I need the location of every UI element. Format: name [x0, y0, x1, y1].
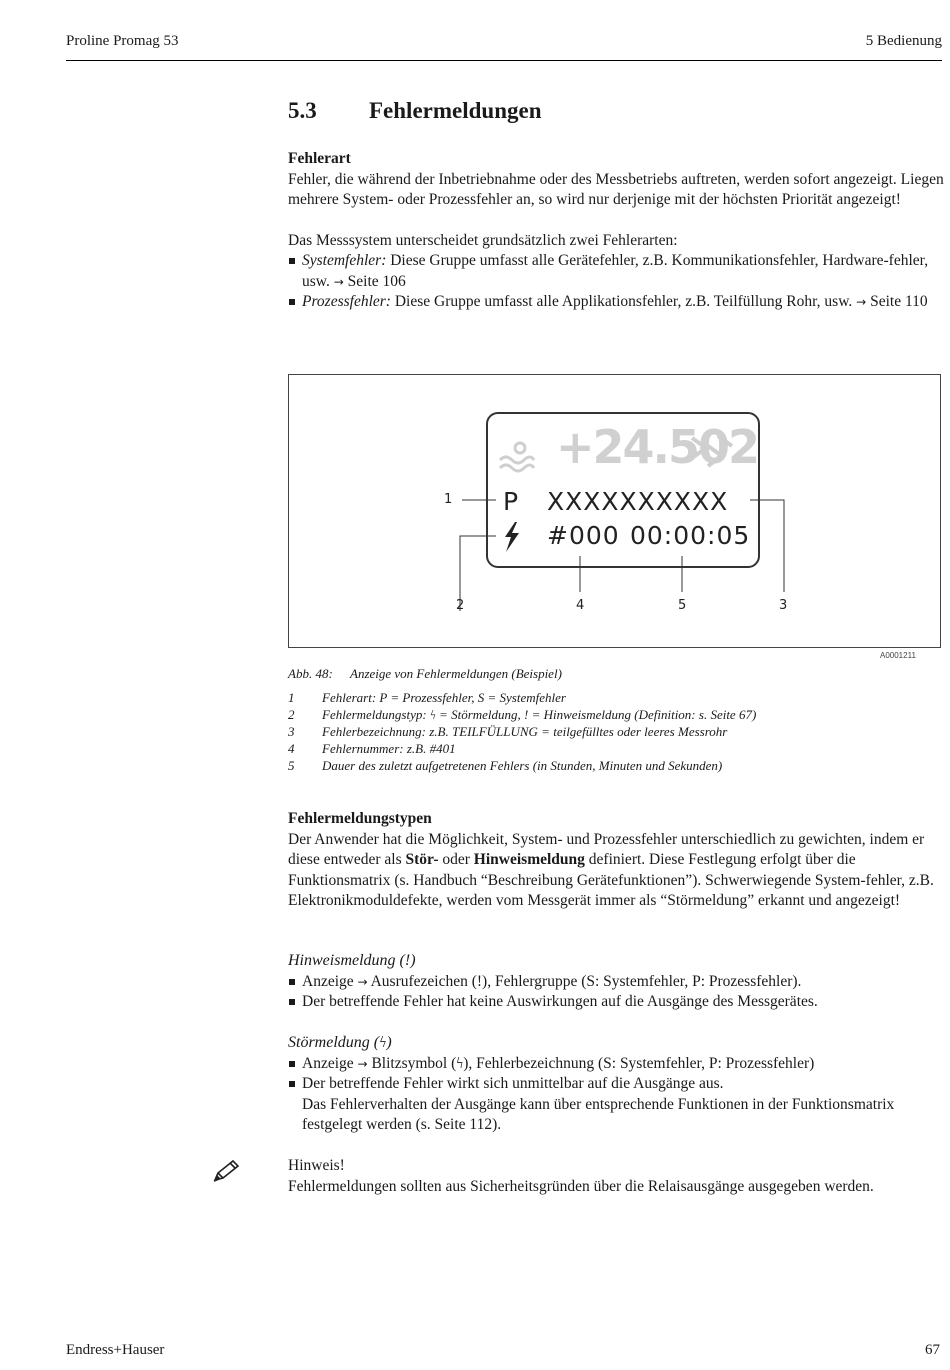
arrow-icon: →	[357, 974, 368, 989]
note-block	[288, 1156, 944, 1197]
bold-term: Hinweismeldung	[473, 851, 585, 868]
text-run: definiert. Diese Festlegung erfolgt über die Funktionsmatrix (s. Handbuch “Beschreibung Gerätefunktionen”). Schwerwiegende System-fehler, z.B. Elektronikmoduldefekte, werden vom Messgerät immer als “Störmeldung” erkannt und angezeigt!	[288, 851, 934, 909]
bullet-square	[289, 258, 295, 264]
legend-text: Dauer des zuletzt aufgetretenen Fehlers (in Stunden, Minuten und Sekunden)	[322, 758, 723, 773]
hinweis-bullet-1	[288, 972, 944, 993]
header-product: Proline Promag 53	[66, 33, 179, 49]
fehlerart-block	[288, 149, 944, 313]
figure-caption-label: Abb. 48:	[288, 666, 333, 681]
term: Prozessfehler:	[302, 293, 391, 310]
typen-paragraph	[288, 830, 944, 912]
stoer-block	[288, 1033, 944, 1136]
callout-3: 3	[779, 598, 788, 613]
text-run: Der betreffende Fehler wirkt sich unmittelbar auf die Ausgänge aus.	[302, 1075, 724, 1092]
section-title: Fehlermeldungen	[369, 98, 542, 123]
figure-caption-text: Anzeige von Fehlermeldungen (Beispiel)	[350, 666, 562, 681]
legend-text: Fehlerart: P = Prozessfehler, S = Systemfehler	[322, 690, 566, 705]
stoer-heading: Störmeldung (ϟ)	[288, 1034, 392, 1051]
bullet-systemfehler	[288, 251, 944, 292]
bullet-prozessfehler	[288, 292, 944, 313]
bullet-square	[289, 1061, 295, 1067]
lcd-error-type: P	[503, 487, 520, 516]
lcd-error-duration: 00:00:05	[630, 521, 751, 550]
text-run: oder	[438, 851, 474, 868]
arrow-icon: →	[357, 1056, 368, 1071]
legend-text: Fehlermeldungstyp: ϟ = Störmeldung, ! = Hinweismeldung (Definition: s. Seite 67)	[322, 707, 757, 722]
callout-4: 4	[576, 598, 585, 613]
legend-text: Fehlernummer: z.B. #401	[322, 741, 456, 756]
lcd-error-name: XXXXXXXXXX	[547, 487, 729, 516]
arrow-icon: →	[856, 295, 867, 309]
footer-brand: Endress+Hauser	[66, 1342, 165, 1358]
hinweis-heading: Hinweismeldung (!)	[288, 952, 416, 969]
bullet-text: Diese Gruppe umfasst alle Applikationsfehler, z.B. Teilfüllung Rohr, usw.	[390, 293, 857, 310]
bullet-square	[289, 299, 295, 305]
legend-number: 4	[288, 741, 295, 756]
note-text: Fehlermeldungen sollten aus Sicherheitsgründen über die Relaisausgänge ausgegeben werden.	[288, 1177, 874, 1195]
fehlerart-heading: Fehlerart	[288, 150, 351, 167]
bullet-square	[289, 999, 295, 1005]
legend-number: 2	[288, 707, 295, 722]
text-run: Anzeige	[302, 972, 358, 990]
header-chapter: 5 Bedienung	[865, 33, 942, 49]
pencil-icon	[212, 1158, 242, 1184]
header-rule	[66, 60, 942, 61]
fehlerart-paragraph: Fehler, die während der Inbetriebnahme oder des Messbetriebs auftreten, werden sofort angezeigt. Liegen mehrere System- oder Prozessfehler an, so wird nur derjenige mit der höchsten Priorität angezeigt!	[288, 170, 944, 208]
text-run: Ausrufezeichen (!), Fehlergruppe (S: Systemfehler, P: Prozessfehler).	[367, 972, 802, 990]
page-number: 67	[925, 1342, 940, 1358]
text-run: Der betreffende Fehler hat keine Auswirkungen auf die Ausgänge des Messgerätes.	[302, 993, 818, 1010]
callout-1: 1	[444, 492, 453, 507]
text-run: Das Fehlerverhalten der Ausgänge kann über entsprechende Funktionen in der Funktionsmatrix festgelegt werden (s. Seite 112).	[302, 1095, 895, 1133]
bullet-square	[289, 1081, 295, 1087]
stoer-bullet-1	[288, 1054, 944, 1075]
callout-5: 5	[678, 598, 687, 613]
stoer-bullet-2	[288, 1074, 944, 1136]
term: Systemfehler:	[302, 252, 387, 269]
fehlerart-intro: Das Messsystem unterscheidet grundsätzlich zwei Fehlerarten:	[288, 231, 678, 249]
text-run: Der Anwender hat die Möglichkeit, System- und Prozessfehler unterschiedlich zu gewichten, indem er diese entweder als	[288, 830, 925, 868]
section-number: 5.3	[288, 98, 317, 123]
page-ref[interactable]: Seite 110	[866, 293, 928, 310]
hinweis-block	[288, 951, 944, 1013]
arrow-icon: →	[333, 274, 344, 289]
bullet-square	[289, 979, 295, 985]
typen-block	[288, 809, 944, 912]
figure-code: A0001211	[880, 651, 916, 660]
legend-number: 1	[288, 690, 295, 705]
legend-number: 3	[288, 724, 295, 739]
page-ref[interactable]: Seite 106	[343, 272, 406, 290]
callout-lines	[288, 374, 941, 648]
lcd-error-number: #000	[547, 521, 620, 550]
note-title: Hinweis!	[288, 1157, 345, 1174]
legend-number: 5	[288, 758, 295, 773]
typen-heading: Fehlermeldungstypen	[288, 810, 432, 827]
legend-text: Fehlerbezeichnung: z.B. TEILFÜLLUNG = teilgefülltes oder leeres Messrohr	[322, 724, 728, 739]
bold-term: Stör-	[405, 851, 439, 868]
text-run: Anzeige	[302, 1054, 358, 1072]
hinweis-bullet-2	[288, 992, 944, 1013]
text-run: Blitzsymbol (ϟ), Fehlerbezeichnung (S: Systemfehler, P: Prozessfehler)	[367, 1054, 815, 1072]
lcd-ghost-value: +24.502	[556, 420, 759, 474]
callout-2: 2	[456, 598, 465, 613]
bullet-text: Diese Gruppe umfasst alle Gerätefehler, z.B. Kommunikationsfehler, Hardware-fehler, usw.	[302, 252, 929, 290]
